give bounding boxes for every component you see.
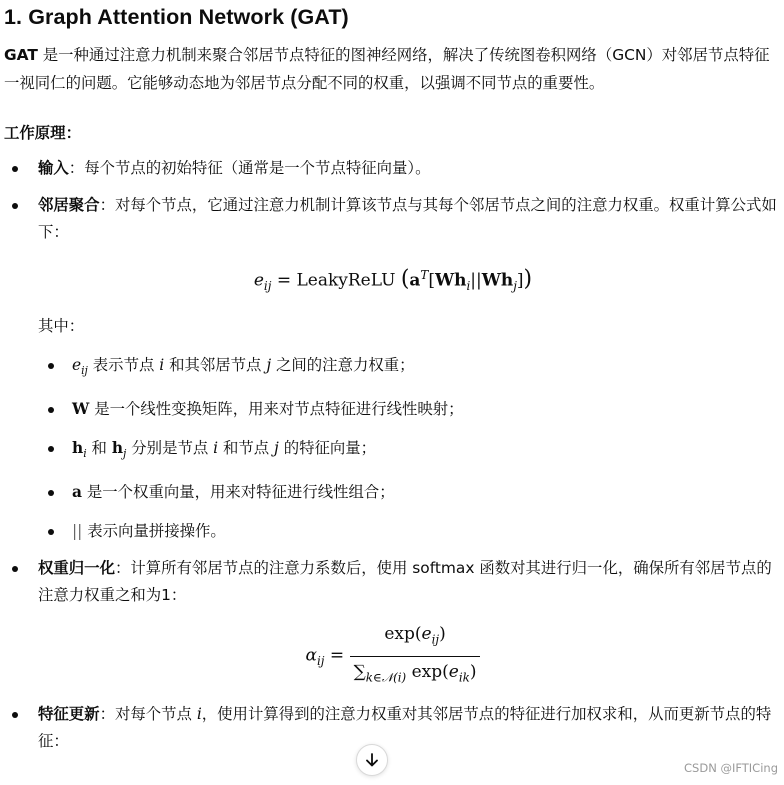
item-term: 权重归一化 (38, 559, 115, 578)
watermark: CSDN @IFTICing (684, 761, 778, 775)
intro-text: 是一种通过注意力机制来聚合邻居节点特征的图神经网络，解决了传统图卷积网络（GCN）对邻居节点特征一视同仁的问题。它能够动态地为邻居节点分配不同的权重，以强调不同节点的重要性。 (4, 46, 770, 92)
principle-list (4, 155, 778, 755)
intro-term: GAT (4, 46, 38, 64)
arrow-down-icon (364, 752, 380, 768)
page-title: 1. Graph Attention Network (GAT) (4, 5, 349, 29)
list-item-input (4, 155, 778, 182)
definition-item: W 是一个线性变换矩阵，用来对节点特征进行线性映射； (38, 396, 778, 423)
definition-item: a 是一个权重向量，用来对特征进行线性组合； (38, 479, 778, 506)
item-text: ：计算所有邻居节点的注意力系数后，使用 softmax 函数对其进行归一化，确保所有邻居节点的注意力权重之和为1： (38, 559, 772, 605)
section-title: 工作原理： (4, 124, 81, 142)
list-item-update: 特征更新：对每个节点 i，使用计算得到的注意力权重对其邻居节点的特征进行加权求和，从而更新节点的特征： (4, 701, 778, 755)
item-text: ：对每个节点，它通过注意力机制计算该节点与其每个邻居节点之间的注意力权重。权重计算公式如下： (38, 196, 777, 241)
softmax-formula: $\alpha_{ij}$ = $\frac{\exp(e_{ij})}{\sum_{k\in 𝒩(i)} \exp(e_{ik})}$ (8, 621, 778, 691)
definition-item: $h_i$ 和 $h_j$ 分别是节点 i 和节点 j 的特征向量； (38, 435, 778, 467)
definition-item: $e_{ij}$ 表示节点 i 和其邻居节点 j 之间的注意力权重； (38, 352, 778, 384)
intro-paragraph (4, 42, 778, 97)
attention-formula: $e_{ij}$ = LeakyReLU $(a^T[Wh_i||Wh_j])$ (253, 266, 533, 294)
where-label: 其中： (38, 317, 85, 336)
definition-list (38, 352, 778, 545)
item-text: ：对每个节点 (99, 704, 197, 723)
item-term: 特征更新 (38, 704, 100, 723)
scroll-down-button[interactable] (356, 744, 388, 776)
definition-item: || 表示向量拼接操作。 (38, 518, 778, 545)
list-item-aggregation (4, 192, 778, 545)
list-item-normalization (4, 555, 778, 691)
item-term: 邻居聚合 (38, 196, 100, 214)
item-term: 输入 (38, 159, 69, 177)
item-text: ：每个节点的初始特征（通常是一个节点特征向量）。 (68, 159, 431, 177)
